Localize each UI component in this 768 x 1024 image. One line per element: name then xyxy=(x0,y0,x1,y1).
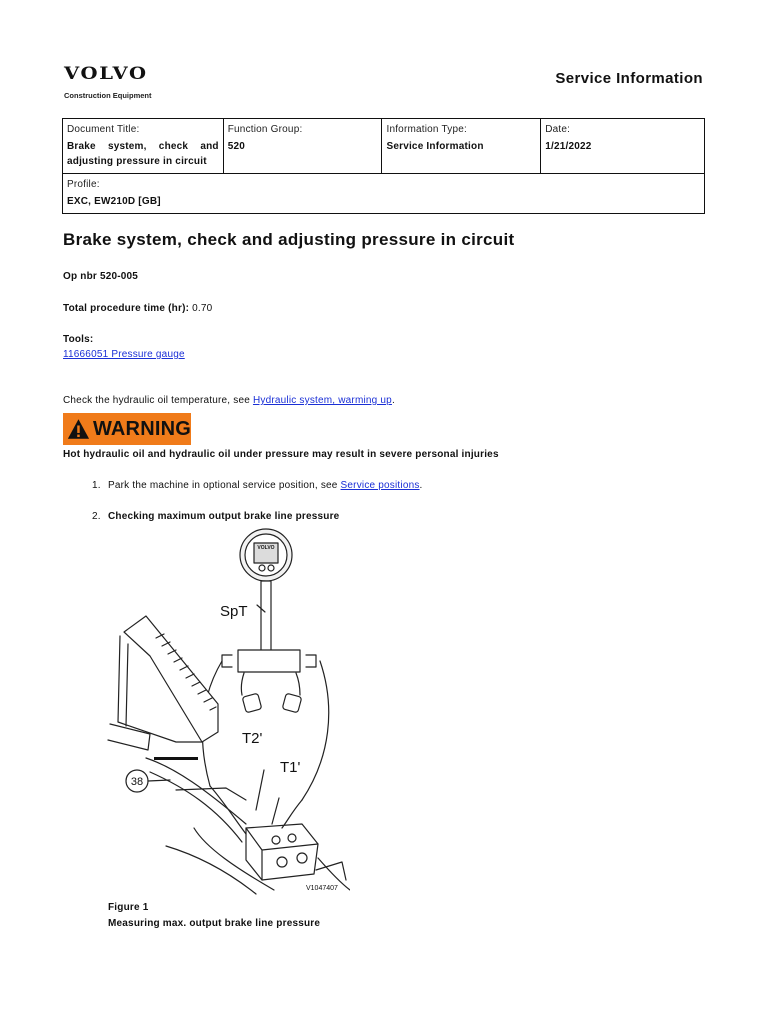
figure-caption-text: Measuring max. output brake line pressure xyxy=(108,918,321,929)
page-title: Brake system, check and adjusting pressure in circuit xyxy=(63,230,515,249)
tools-label: Tools: xyxy=(63,334,94,345)
information-type-label: Information Type: xyxy=(386,124,467,135)
warning-badge xyxy=(63,413,191,445)
label-t2: T2' xyxy=(242,730,263,747)
function-group-value: 520 xyxy=(227,141,246,152)
step-1-end: . xyxy=(419,480,423,491)
figure-caption-title: Figure 1 xyxy=(108,902,149,913)
operation-number: Op nbr 520-005 xyxy=(63,271,139,282)
document-metadata-table xyxy=(62,118,705,214)
document-title-value: Brake system, check and adjusting pressure in circuit xyxy=(67,141,219,167)
profile-row xyxy=(63,174,705,214)
label-38: 38 xyxy=(130,776,144,788)
gauge-brand-label: VOLVO xyxy=(257,545,275,551)
step-1-number: 1. xyxy=(92,480,101,491)
hydraulic-warming-link[interactable]: Hydraulic system, warming up xyxy=(252,395,392,406)
warning-triangle-icon xyxy=(67,417,90,441)
profile-label: Profile: xyxy=(67,179,100,190)
logo-wordmark: VOLVO xyxy=(64,64,148,84)
function-group-label: Function Group: xyxy=(227,124,303,135)
profile-cell xyxy=(63,174,705,214)
pressure-gauge-link[interactable]: 11666051 Pressure gauge xyxy=(63,349,185,360)
step-1-text: Park the machine in optional service position, see xyxy=(108,480,341,491)
date-label: Date: xyxy=(545,124,571,135)
information-type-value: Service Information xyxy=(386,141,484,152)
profile-value: EXC, EW210D [GB] xyxy=(67,196,161,207)
step-2-text: Checking maximum output brake line pressure xyxy=(108,511,340,522)
service-positions-link[interactable]: Service positions xyxy=(340,480,420,491)
document-title-cell xyxy=(63,119,224,174)
figure-image-code: V1047407 xyxy=(306,885,338,892)
check-text: Check the hydraulic oil temperature, see xyxy=(63,395,253,406)
date-cell xyxy=(541,119,705,174)
date-value: 1/21/2022 xyxy=(545,141,592,152)
check-text-end: . xyxy=(391,395,395,406)
function-group-cell xyxy=(223,119,382,174)
pressure-measurement-figure xyxy=(106,528,350,898)
document-title-label: Document Title: xyxy=(67,124,140,135)
procedure-time-label: Total procedure time (hr): xyxy=(63,303,190,314)
warning-text: Hot hydraulic oil and hydraulic oil under pressure may result in severe personal injuries xyxy=(63,449,499,460)
tools-list xyxy=(63,349,185,360)
label-t1: T1' xyxy=(280,759,301,776)
step-2 xyxy=(92,511,339,522)
metadata-row xyxy=(63,119,705,174)
document-type-header: Service Information xyxy=(555,70,703,87)
information-type-cell xyxy=(382,119,541,174)
warning-label: WARNING xyxy=(92,417,191,440)
procedure-time xyxy=(63,303,212,314)
step-1 xyxy=(92,480,423,491)
logo-subtitle: Construction Equipment xyxy=(64,91,152,100)
label-spt: SpT xyxy=(220,603,248,620)
procedure-time-value: 0.70 xyxy=(192,303,213,314)
step-2-number: 2. xyxy=(92,511,101,522)
check-temperature-text xyxy=(63,395,395,406)
volvo-logo xyxy=(64,64,152,100)
